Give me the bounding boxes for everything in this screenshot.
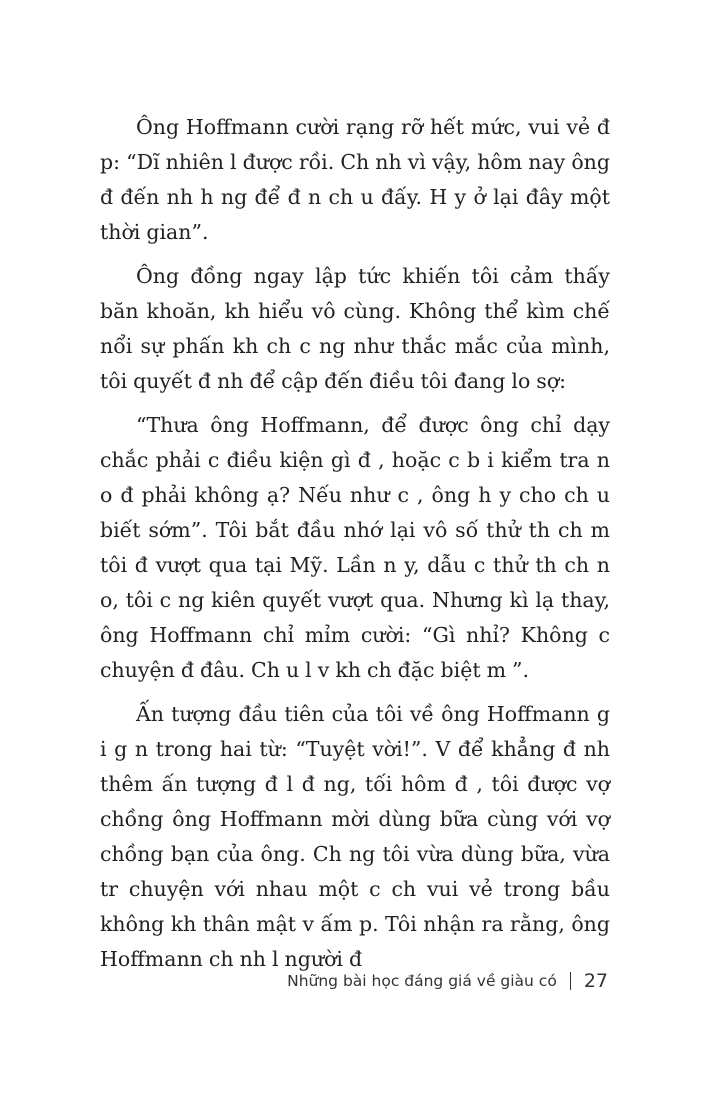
page-footer — [287, 970, 608, 992]
footer-divider — [570, 972, 571, 990]
paragraph: “Thưa ông Hoffmann, để được ông chỉ dạy chắc phải c điều kiện gì đ , hoặc c b i kiểm tra n o đ phải không ạ? Nếu như c , ông h y cho ch u biết sớm”. Tôi bắt đầu nhớ lại vô số thử th ch m tôi đ vượt qua tại Mỹ. Lần n y, dẫu c thử th ch n o, tôi c ng kiên quyết vượt qua. Nhưng kì lạ thay, ông Hoffmann chỉ mỉm cười: “Gì nhỉ? Không c chuyện đ đâu. Ch u l v kh ch đặc biệt m ”. — [100, 413, 610, 682]
paragraph: Ấn tượng đầu tiên của tôi về ông Hoffmann g i g n trong hai từ: “Tuyệt vời!”. V để khẳng đ nh thêm ấn tượng đ l đ ng, tối hôm đ , tôi được vợ chồng ông Hoffmann mời dùng bữa cùng với vợ chồng bạn của ông. Ch ng tôi vừa dùng bữa, vừa tr chuyện với nhau một c ch vui vẻ trong bầu không kh thân mật v ấm p. Tôi nhận ra rằng, ông Hoffmann ch nh l người đ — [100, 702, 610, 971]
paragraph: Ông Hoffmann cười rạng rỡ hết mức, vui vẻ đ p: “Dĩ nhiên l được rồi. Ch nh vì vậy, hôm nay ông đ đến nh h ng để đ n ch u đấy. H y ở lại đây một thời gian”. — [100, 115, 610, 244]
page-number: 27 — [583, 970, 608, 992]
page-body — [100, 110, 610, 986]
paragraph: Ông đồng ngay lập tức khiến tôi cảm thấy băn khoăn, kh hiểu vô cùng. Không thể kìm chế nổi sự phấn kh ch c ng như thắc mắc của mình, tôi quyết đ nh để cập đến điều tôi đang lo sợ: — [100, 264, 610, 393]
running-title: Những bài học đáng giá về giàu có — [287, 972, 557, 990]
